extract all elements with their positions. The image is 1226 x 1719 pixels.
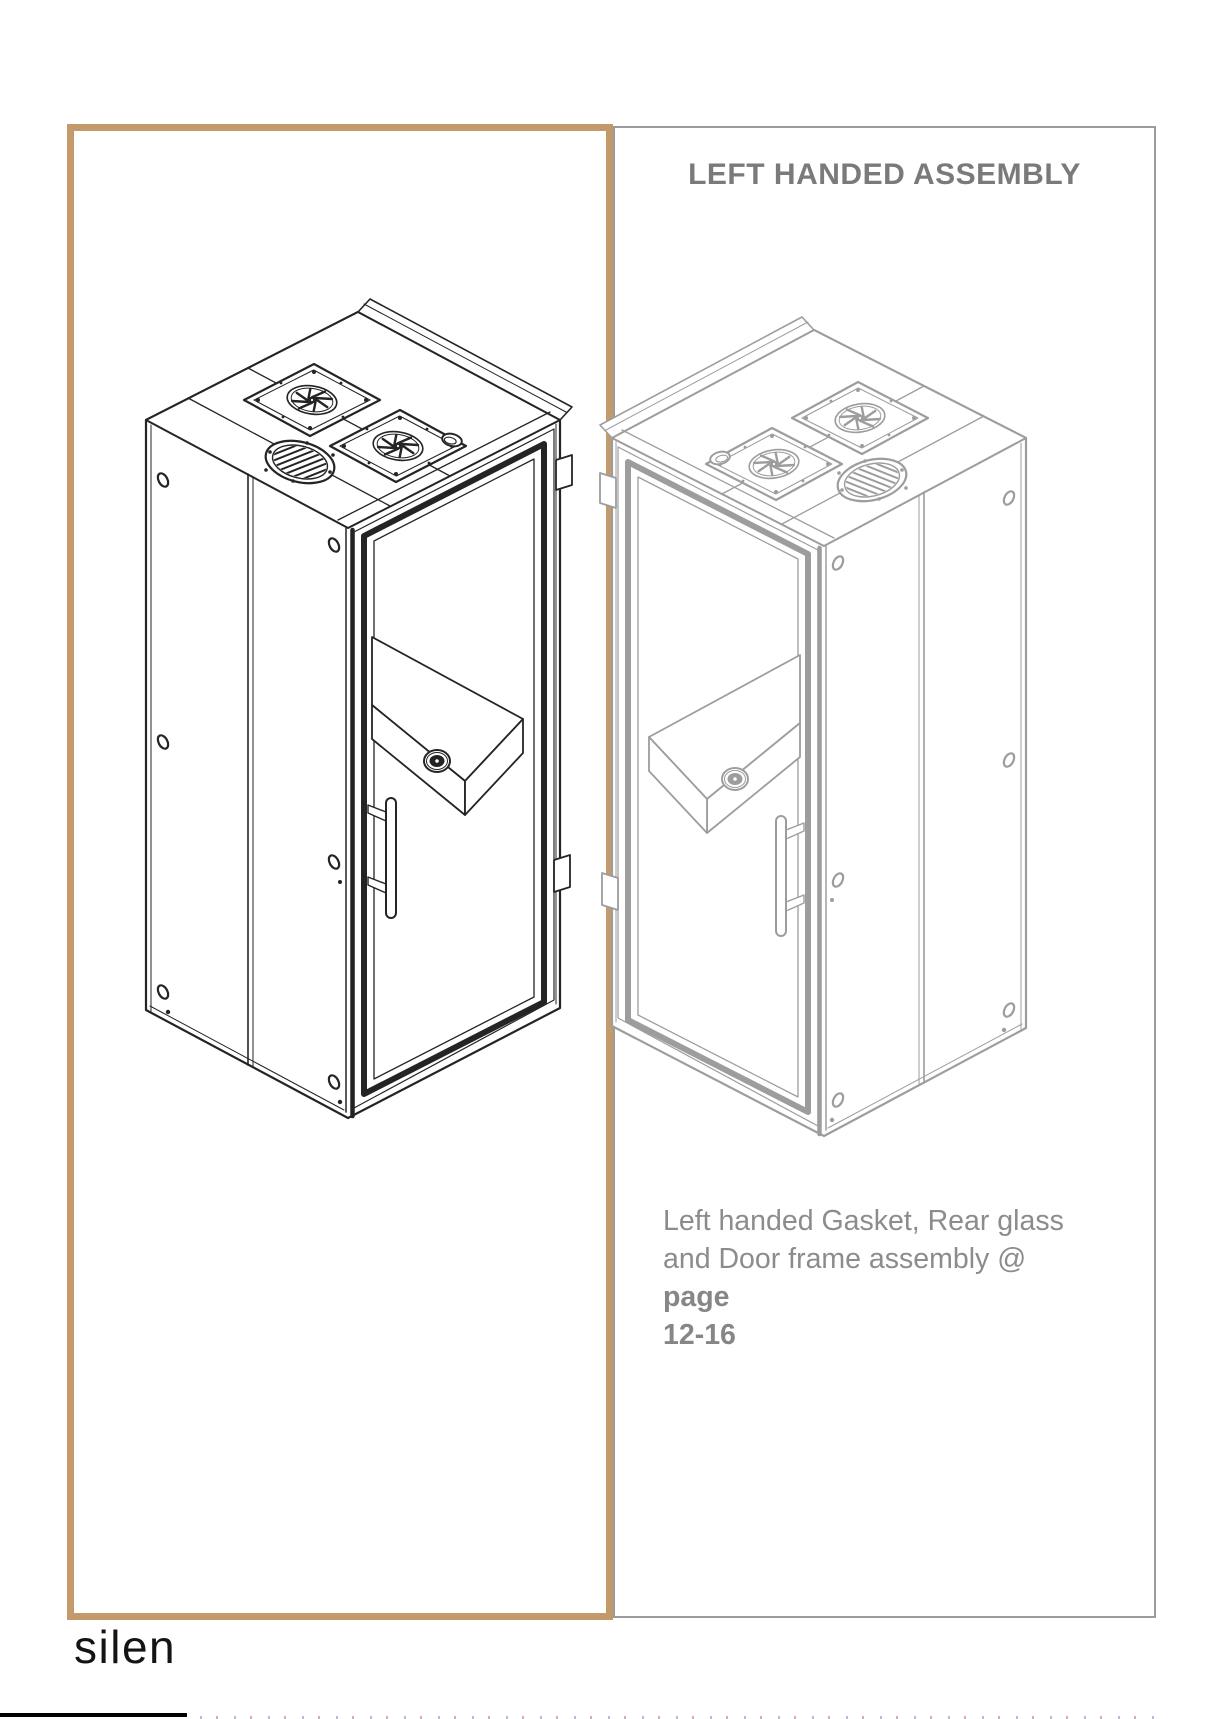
caption-line1: Left handed Gasket, Rear glass xyxy=(663,1205,1064,1237)
footer-rule xyxy=(0,1713,187,1717)
caption xyxy=(663,1202,1083,1354)
footer-clipped-text xyxy=(200,1716,1160,1719)
caption-line2: and Door frame assembly @ xyxy=(663,1243,1027,1275)
caption-page-numbers: 12-16 xyxy=(663,1319,736,1351)
brand-logo: silen xyxy=(74,1621,177,1673)
booth-illustration-light-mirrored xyxy=(600,317,1026,1136)
page-title: LEFT HANDED ASSEMBLY xyxy=(688,158,1081,191)
caption-page-ref: page xyxy=(663,1281,730,1313)
booth-illustration-dark xyxy=(146,299,572,1118)
